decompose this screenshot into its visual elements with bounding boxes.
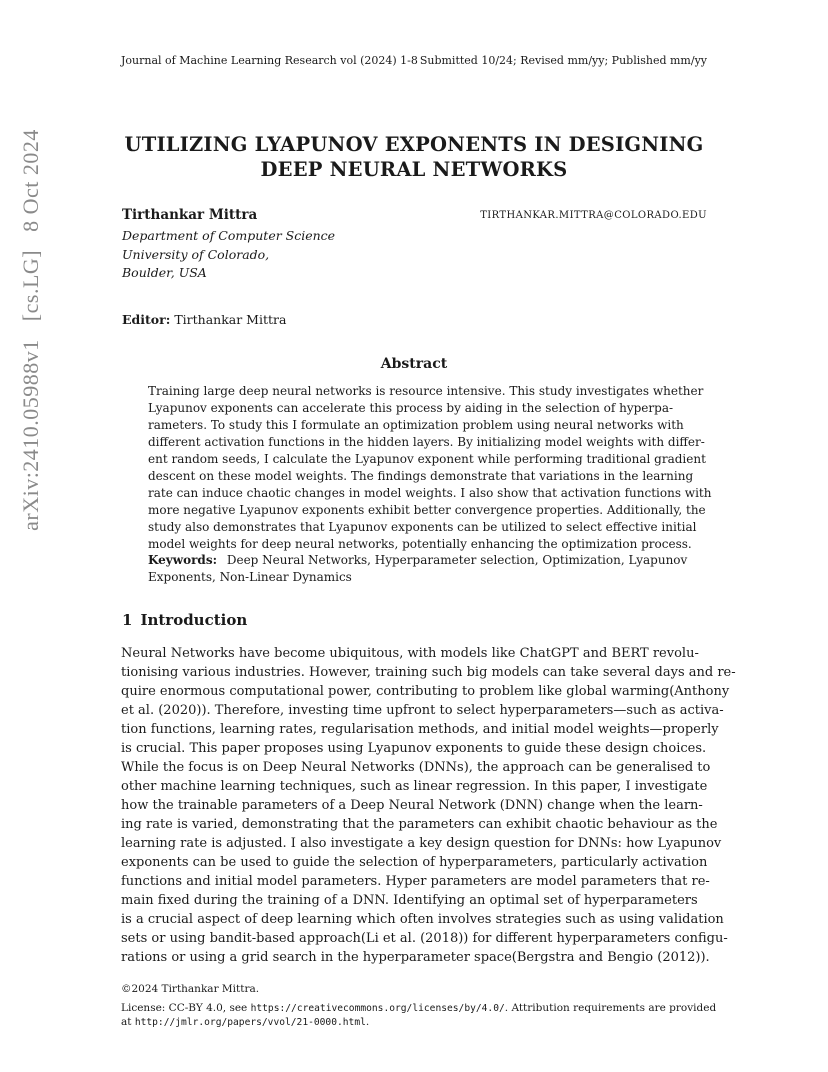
editor-line xyxy=(122,312,286,327)
affiliation-location: Boulder, USA xyxy=(122,265,207,280)
keywords-label: Keywords: xyxy=(148,553,218,567)
keywords-line-2: Exponents, Non-Linear Dynamics xyxy=(148,570,352,584)
abstract-line: ent random seeds, I calculate the Lyapunov exponent while performing traditional gradient xyxy=(148,452,706,466)
arxiv-side-stamp xyxy=(18,0,44,830)
body-line: quire enormous computational power, contributing to problem like global warming(Anthony xyxy=(121,684,730,699)
abstract-heading: Abstract xyxy=(380,356,448,372)
body-line: exponents can be used to guide the selection of hyperparameters, particularly activation xyxy=(121,855,708,870)
license-line xyxy=(121,1002,716,1014)
body-line: tionising various industries. However, training such big models can take several days and re- xyxy=(121,665,736,680)
keywords-text: Deep Neural Networks, Hyperparameter selection, Optimization, Lyapunov xyxy=(226,553,688,567)
body-line: other machine learning techniques, such as linear regression. In this paper, I investigate xyxy=(121,779,708,794)
body-line: rations or using a grid search in the hyperparameter space(Bergstra and Bengio (2012)). xyxy=(121,950,710,965)
abstract-line: descent on these model weights. The findings demonstrate that variations in the learning xyxy=(148,469,694,483)
paper-title xyxy=(90,132,738,182)
arxiv-category: [cs.LG] xyxy=(18,249,43,322)
abstract-line: model weights for deep neural networks, potentially enhancing the optimization process. xyxy=(148,537,692,551)
body-line: is a crucial aspect of deep learning which often involves strategies such as using validation xyxy=(121,912,724,927)
abstract-line: Training large deep neural networks is resource intensive. This study investigates whether xyxy=(148,384,704,398)
section-title: Introduction xyxy=(140,611,248,629)
keywords-line-1 xyxy=(148,553,687,567)
section-heading xyxy=(122,611,255,629)
title-line-1: UTILIZING LYAPUNOV EXPONENTS IN DESIGNING xyxy=(124,133,704,156)
body-line: how the trainable parameters of a Deep Neural Network (DNN) change when the learn- xyxy=(121,798,703,813)
title-line-2: DEEP NEURAL NETWORKS xyxy=(260,158,568,181)
license-url-link[interactable]: https://creativecommons.org/licenses/by/4.0/ xyxy=(250,1003,505,1014)
license-suffix: . Attribution requirements are provided xyxy=(504,1002,717,1014)
abstract-line: rate can induce chaotic changes in model weights. I also show that activation functions with xyxy=(148,486,712,500)
abstract-line: different activation functions in the hidden layers. By initializing model weights with differ- xyxy=(148,435,705,449)
abstract-line: rameters. To study this I formulate an optimization problem using neural networks with xyxy=(148,418,684,432)
section-number: 1 xyxy=(122,611,133,629)
affiliation-department: Department of Computer Science xyxy=(122,228,336,243)
body-line: is crucial. This paper proposes using Lyapunov exponents to guide these design choices. xyxy=(121,741,707,756)
body-line: ing rate is varied, demonstrating that the parameters can exhibit chaotic behaviour as the xyxy=(121,817,718,832)
body-line: functions and initial model parameters. Hyper parameters are model parameters that re- xyxy=(121,874,710,889)
at-suffix: . xyxy=(365,1016,370,1028)
abstract-line: more negative Lyapunov exponents exhibit better convergence properties. Additionally, the xyxy=(148,503,706,517)
running-header-right: Submitted 10/24; Revised mm/yy; Published mm/yy xyxy=(419,54,707,67)
paper-url-line xyxy=(121,1016,369,1028)
body-line: Neural Networks have become ubiquitous, with models like ChatGPT and BERT revolu- xyxy=(121,646,699,661)
body-line: learning rate is adjusted. I also investigate a key design question for DNNs: how Lyapunov xyxy=(121,836,722,851)
affiliation-university: University of Colorado, xyxy=(122,247,270,262)
running-header-left: Journal of Machine Learning Research vol (2024) 1-8 xyxy=(121,54,418,67)
body-line: main fixed during the training of a DNN. Identifying an optimal set of hyperparameters xyxy=(121,893,698,908)
arxiv-date: 8 Oct 2024 xyxy=(18,129,43,232)
abstract-line: study also demonstrates that Lyapunov exponents can be utilized to select effective initial xyxy=(148,520,697,534)
body-line: et al. (2020)). Therefore, investing time upfront to select hyperparameters—such as activa- xyxy=(121,703,724,718)
author-name: Tirthankar Mittra xyxy=(122,207,258,223)
license-prefix: License: CC-BY 4.0, see xyxy=(121,1002,251,1014)
editor-name: Tirthankar Mittra xyxy=(174,312,287,327)
arxiv-id: arXiv:2410.05988v1 xyxy=(18,339,43,531)
body-line: sets or using bandit-based approach(Li et al. (2018)) for different hyperparameters configu- xyxy=(121,931,728,946)
abstract-line: Lyapunov exponents can accelerate this process by aiding in the selection of hyperpa- xyxy=(148,401,674,415)
editor-label: Editor: xyxy=(122,312,171,327)
copyright-line: ©2024 Tirthankar Mittra. xyxy=(121,983,260,995)
body-line: tion functions, learning rates, regularisation methods, and initial model weights—properly xyxy=(121,722,719,737)
at-prefix: at xyxy=(121,1016,135,1028)
body-line: While the focus is on Deep Neural Networks (DNNs), the approach can be generalised to xyxy=(121,760,711,775)
paper-url-link[interactable]: http://jmlr.org/papers/vvol/21-0000.html xyxy=(134,1017,366,1028)
author-email[interactable]: TIRTHANKAR.MITTRA@COLORADO.EDU xyxy=(480,210,707,221)
